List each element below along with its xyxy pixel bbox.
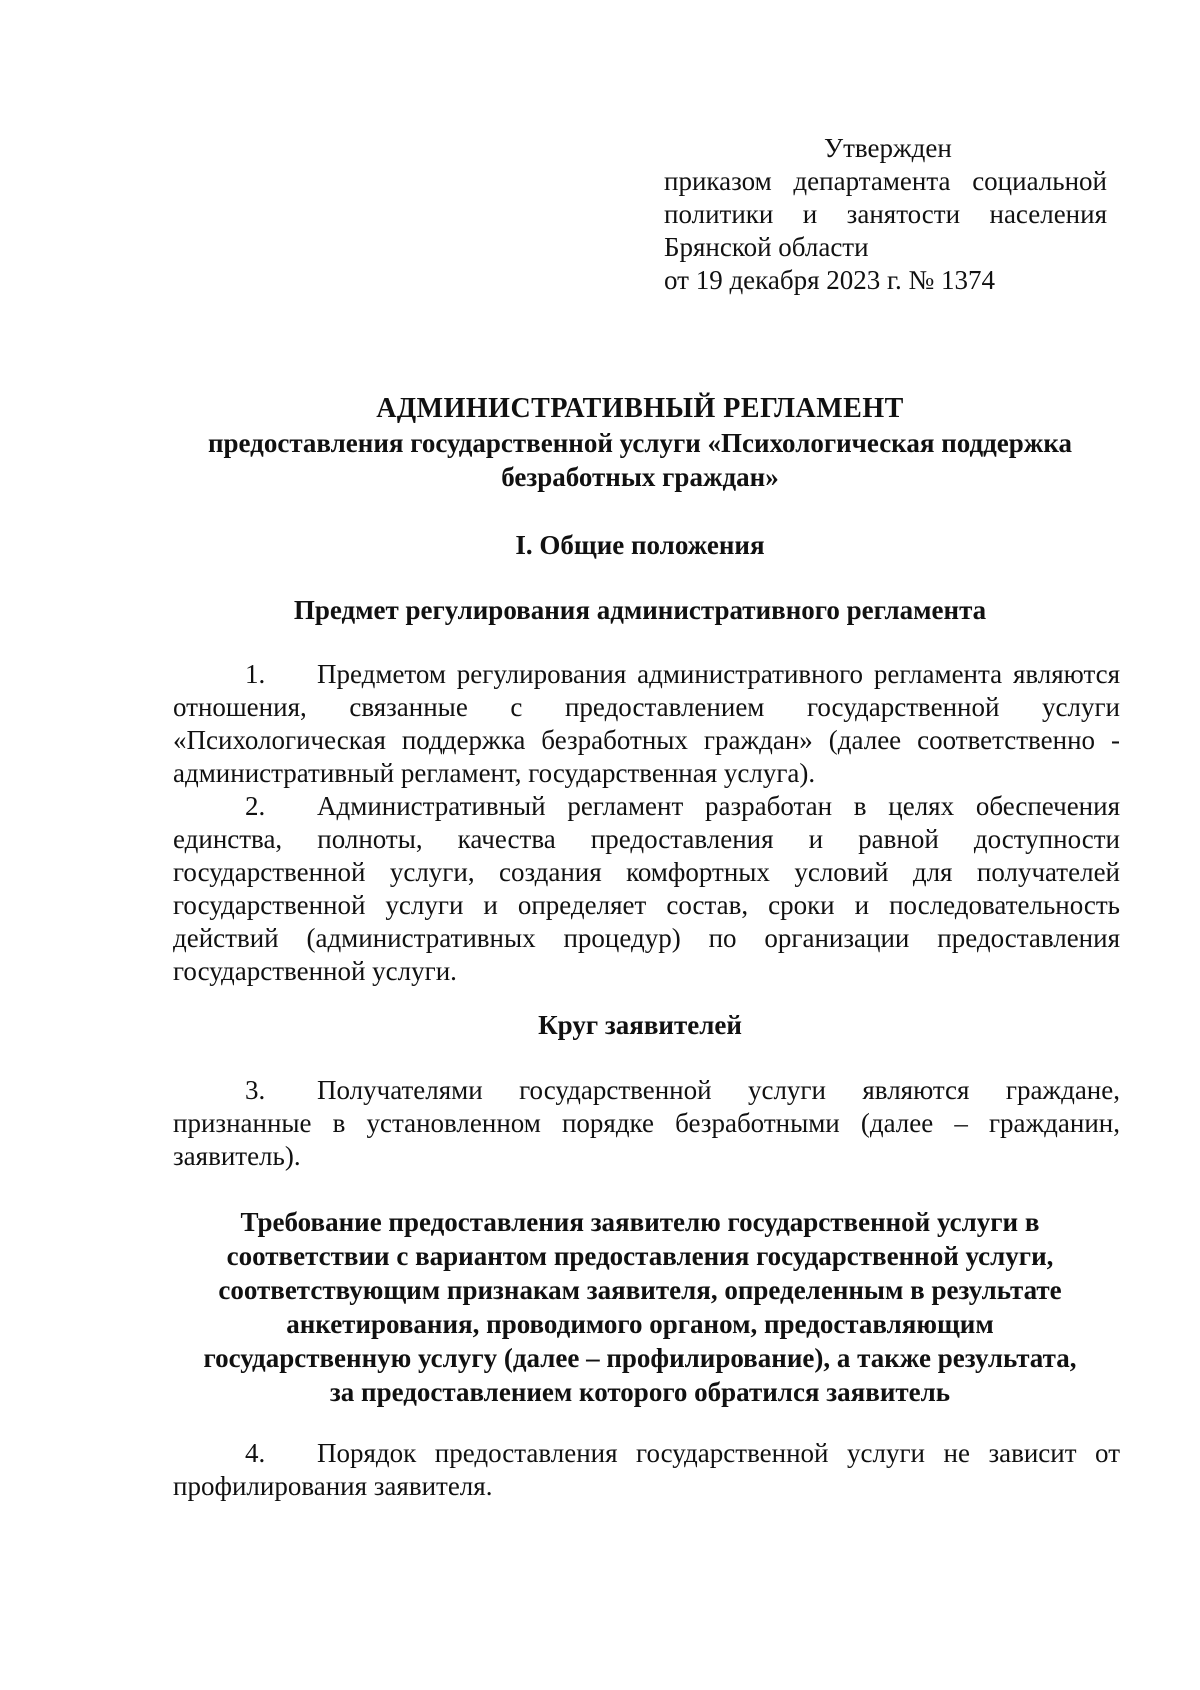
paragraph-text: Предметом регулирования административного регламента являются отношения, связанные с предоставлением государственной услуги «Психологическая поддержка безработных граждан» (далее соответственно - административный регламент, государственная услуга).	[173, 659, 1120, 788]
section-heading-general: I. Общие положения	[515, 530, 765, 560]
subsection-heading-applicants: Круг заявителей	[538, 1010, 742, 1040]
paragraph-text: Административный регламент разработан в целях обеспечения единства, полноты, качества предоставления и равной доступности государственной услуги, создания комфортных условий для получателей государственной услуги и определяет состав, сроки и последовательность действий (административных процедур) по организации предоставления государственной услуги.	[173, 791, 1120, 986]
subsection-heading-requirement	[160, 1205, 1120, 1409]
approval-title: Утвержден	[824, 133, 952, 163]
paragraph-number: 3.	[245, 1075, 266, 1105]
paragraph-text: Получателями государственной услуги являются граждане, признанные в установленном порядке безработными (далее – гражданин, заявитель).	[173, 1075, 1120, 1171]
paragraph-2	[173, 790, 1120, 988]
approval-date-number: от 19 декабря 2023 г. № 1374	[664, 265, 996, 295]
paragraph-4	[173, 1437, 1120, 1503]
paragraph-number: 1.	[245, 659, 266, 689]
document-title-block	[160, 392, 1120, 494]
heading-line: соответствующим признакам заявителя, определенным в результате	[218, 1275, 1062, 1305]
heading-line: анкетирования, проводимого органом, предоставляющим	[286, 1309, 994, 1339]
paragraph-number: 4.	[245, 1438, 266, 1468]
subsection-heading-subject: Предмет регулирования административного регламента	[293, 595, 987, 625]
paragraph-1	[173, 658, 1120, 790]
paragraph-number: 2.	[245, 791, 266, 821]
document-subtitle-line: безработных граждан»	[501, 462, 779, 492]
approval-stamp	[664, 132, 1107, 297]
heading-line: государственную услугу (далее – профилирование), а также результата,	[203, 1343, 1077, 1373]
approval-line: политики и занятости населения	[664, 199, 1107, 229]
heading-line: Требование предоставления заявителю государственной услуги в	[240, 1207, 1040, 1237]
approval-line: Брянской области	[664, 232, 869, 262]
heading-line: соответствии с вариантом предоставления государственной услуги,	[226, 1241, 1054, 1271]
heading-line: за предоставлением которого обратился заявитель	[329, 1377, 951, 1407]
document-title: АДМИНИСТРАТИВНЫЙ РЕГЛАМЕНТ	[376, 393, 904, 424]
approval-line: приказом департамента социальной	[664, 166, 1107, 196]
paragraph-text: Порядок предоставления государственной услуги не зависит от профилирования заявителя.	[173, 1438, 1120, 1501]
paragraph-3	[173, 1074, 1120, 1173]
document-subtitle-line: предоставления государственной услуги «Психологическая поддержка	[207, 428, 1073, 458]
